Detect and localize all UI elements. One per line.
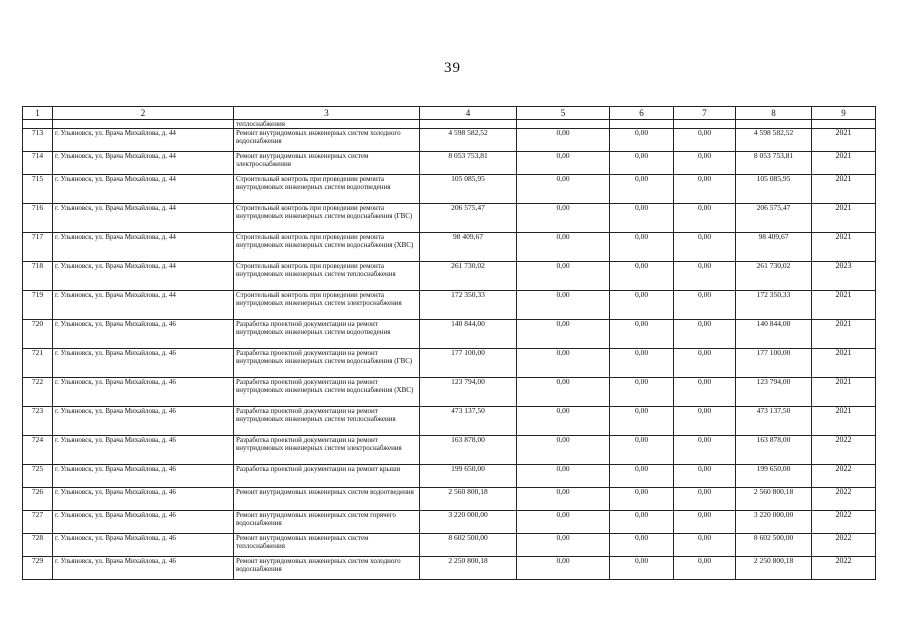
total-cost-cell: 123 794,00 [420, 378, 517, 407]
work-type-cell: Разработка проектной документации на ремонт внутридомовых инженерных систем водоснабжения (ГВС) [234, 349, 420, 378]
address-cell: г. Ульяновск, ул. Врача Михайлова, д. 46 [53, 349, 234, 378]
row-number: 728 [23, 534, 53, 557]
column-header: 7 [674, 107, 736, 120]
address-cell: г. Ульяновск, ул. Врача Михайлова, д. 46 [53, 320, 234, 349]
table-row [23, 233, 876, 262]
row-number: 723 [23, 407, 53, 436]
table-row [23, 488, 876, 511]
owner-funds-cell: 177 100,00 [736, 349, 812, 378]
table-row [23, 320, 876, 349]
total-cost-cell: 4 598 582,52 [420, 129, 517, 152]
budget-cell: 0,00 [610, 349, 674, 378]
other-cell: 0,00 [674, 407, 736, 436]
owner-funds-cell: 123 794,00 [736, 378, 812, 407]
budget-cell: 0,00 [610, 320, 674, 349]
table-row [23, 534, 876, 557]
year-cell: 2022 [812, 557, 876, 580]
total-cost-cell: 105 085,95 [420, 175, 517, 204]
fund-cell: 0,00 [517, 511, 610, 534]
owner-funds-cell: 2 250 800,18 [736, 557, 812, 580]
address-cell: г. Ульяновск, ул. Врача Михайлова, д. 44 [53, 262, 234, 291]
budget-cell: 0,00 [610, 175, 674, 204]
table-row [23, 465, 876, 488]
owner-funds-cell: 8 053 753,81 [736, 152, 812, 175]
fund-cell: 0,00 [517, 233, 610, 262]
work-type-cell: Разработка проектной документации на ремонт крыши [234, 465, 420, 488]
row-number: 714 [23, 152, 53, 175]
year-cell: 2021 [812, 233, 876, 262]
address-cell: г. Ульяновск, ул. Врача Михайлова, д. 46 [53, 407, 234, 436]
other-cell: 0,00 [674, 378, 736, 407]
work-type-cell: Ремонт внутридомовых инженерных систем холодного водоснабжения [234, 557, 420, 580]
other-cell: 0,00 [674, 488, 736, 511]
work-type-cell: Ремонт внутридомовых инженерных систем водоотведения [234, 488, 420, 511]
other-cell: 0,00 [674, 175, 736, 204]
address-cell: г. Ульяновск, ул. Врача Михайлова, д. 44 [53, 291, 234, 320]
work-type-cell: Строительный контроль при проведении ремонта внутридомовых инженерных систем водоснабжения (ГВС) [234, 204, 420, 233]
fund-cell: 0,00 [517, 534, 610, 557]
table-row [23, 204, 876, 233]
address-cell: г. Ульяновск, ул. Врача Михайлова, д. 46 [53, 436, 234, 465]
year-cell: 2021 [812, 291, 876, 320]
work-type-cell: Разработка проектной документации на ремонт внутридомовых инженерных систем электроснабжения [234, 436, 420, 465]
address-cell: г. Ульяновск, ул. Врача Михайлова, д. 46 [53, 534, 234, 557]
row-number: 729 [23, 557, 53, 580]
owner-funds-cell: 261 730,02 [736, 262, 812, 291]
total-cost-cell: 177 100,00 [420, 349, 517, 378]
budget-cell: 0,00 [610, 204, 674, 233]
year-cell: 2022 [812, 465, 876, 488]
other-cell: 0,00 [674, 557, 736, 580]
owner-funds-cell: 8 602 500,00 [736, 534, 812, 557]
year-cell: 2021 [812, 152, 876, 175]
owner-funds-cell: 105 085,95 [736, 175, 812, 204]
table-row [23, 152, 876, 175]
address-cell: г. Ульяновск, ул. Врача Михайлова, д. 46 [53, 465, 234, 488]
fund-cell: 0,00 [517, 152, 610, 175]
owner-funds-cell: 163 878,00 [736, 436, 812, 465]
year-cell: 2021 [812, 129, 876, 152]
other-cell: 0,00 [674, 436, 736, 465]
budget-cell: 0,00 [610, 262, 674, 291]
other-cell: 0,00 [674, 291, 736, 320]
work-type-cell: Ремонт внутридомовых инженерных систем горячего водоснабжения [234, 511, 420, 534]
year-cell: 2022 [812, 488, 876, 511]
budget-cell: 0,00 [610, 233, 674, 262]
other-cell: 0,00 [674, 129, 736, 152]
year-cell: 2021 [812, 204, 876, 233]
fund-cell: 0,00 [517, 129, 610, 152]
total-cost-cell: 172 350,33 [420, 291, 517, 320]
other-cell: 0,00 [674, 233, 736, 262]
row-number: 722 [23, 378, 53, 407]
owner-funds-cell: 206 575,47 [736, 204, 812, 233]
owner-funds-cell: 98 409,67 [736, 233, 812, 262]
column-header: 1 [23, 107, 53, 120]
total-cost-cell: 199 650,00 [420, 465, 517, 488]
address-cell: г. Ульяновск, ул. Врача Михайлова, д. 46 [53, 488, 234, 511]
other-cell: 0,00 [674, 511, 736, 534]
total-cost-cell: 206 575,47 [420, 204, 517, 233]
other-cell: 0,00 [674, 152, 736, 175]
row-number: 718 [23, 262, 53, 291]
budget-cell: 0,00 [610, 152, 674, 175]
table-row [23, 436, 876, 465]
table-row [23, 291, 876, 320]
row-number: 715 [23, 175, 53, 204]
fund-cell: 0,00 [517, 407, 610, 436]
total-cost-cell: 98 409,67 [420, 233, 517, 262]
year-cell: 2021 [812, 349, 876, 378]
other-cell: 0,00 [674, 320, 736, 349]
address-cell: г. Ульяновск, ул. Врача Михайлова, д. 44 [53, 204, 234, 233]
owner-funds-cell: 2 560 800,18 [736, 488, 812, 511]
budget-cell: 0,00 [610, 407, 674, 436]
table-row [23, 349, 876, 378]
budget-cell: 0,00 [610, 534, 674, 557]
continuation-row [23, 120, 876, 129]
table-row [23, 511, 876, 534]
budget-cell: 0,00 [610, 378, 674, 407]
total-cost-cell: 8 053 753,81 [420, 152, 517, 175]
row-number: 726 [23, 488, 53, 511]
table-row [23, 407, 876, 436]
work-type-cell: Ремонт внутридомовых инженерных систем электроснабжения [234, 152, 420, 175]
owner-funds-cell: 473 137,50 [736, 407, 812, 436]
owner-funds-cell: 140 844,00 [736, 320, 812, 349]
budget-cell: 0,00 [610, 488, 674, 511]
row-number: 724 [23, 436, 53, 465]
address-cell: г. Ульяновск, ул. Врача Михайлова, д. 46 [53, 511, 234, 534]
address-cell: г. Ульяновск, ул. Врача Михайлова, д. 46 [53, 378, 234, 407]
column-header: 2 [53, 107, 234, 120]
work-type-cell: Строительный контроль при проведении ремонта внутридомовых инженерных систем электроснабжения [234, 291, 420, 320]
address-cell: г. Ульяновск, ул. Врача Михайлова, д. 44 [53, 175, 234, 204]
work-type-cell: Разработка проектной документации на ремонт внутридомовых инженерных систем водоснабжения (ХВС) [234, 378, 420, 407]
other-cell: 0,00 [674, 534, 736, 557]
fund-cell: 0,00 [517, 488, 610, 511]
other-cell: 0,00 [674, 262, 736, 291]
fund-cell: 0,00 [517, 204, 610, 233]
fund-cell: 0,00 [517, 436, 610, 465]
table-row [23, 262, 876, 291]
work-type-cell: Ремонт внутридомовых инженерных систем теплоснабжения [234, 534, 420, 557]
address-cell: г. Ульяновск, ул. Врача Михайлова, д. 44 [53, 152, 234, 175]
total-cost-cell: 261 730,02 [420, 262, 517, 291]
budget-cell: 0,00 [610, 436, 674, 465]
total-cost-cell: 2 250 800,18 [420, 557, 517, 580]
budget-cell: 0,00 [610, 465, 674, 488]
fund-cell: 0,00 [517, 378, 610, 407]
total-cost-cell: 8 602 500,00 [420, 534, 517, 557]
column-header: 5 [517, 107, 610, 120]
row-number: 717 [23, 233, 53, 262]
work-type-cell: Разработка проектной документации на ремонт внутридомовых инженерных систем водоотведения [234, 320, 420, 349]
fund-cell: 0,00 [517, 291, 610, 320]
year-cell: 2022 [812, 511, 876, 534]
work-type-cell: Строительный контроль при проведении ремонта внутридомовых инженерных систем теплоснабжения [234, 262, 420, 291]
table-row [23, 129, 876, 152]
fund-cell: 0,00 [517, 320, 610, 349]
total-cost-cell: 140 844,00 [420, 320, 517, 349]
row-number: 727 [23, 511, 53, 534]
column-number-header [23, 107, 876, 120]
work-type-cell: Строительный контроль при проведении ремонта внутридомовых инженерных систем водоснабжения (ХВС) [234, 233, 420, 262]
total-cost-cell: 3 220 000,00 [420, 511, 517, 534]
fund-cell: 0,00 [517, 465, 610, 488]
owner-funds-cell: 3 220 000,00 [736, 511, 812, 534]
capital-repair-table [22, 106, 876, 580]
year-cell: 2021 [812, 175, 876, 204]
owner-funds-cell: 4 598 582,52 [736, 129, 812, 152]
budget-cell: 0,00 [610, 557, 674, 580]
work-type-cell: Ремонт внутридомовых инженерных систем холодного водоснабжения [234, 129, 420, 152]
row-number: 725 [23, 465, 53, 488]
fund-cell: 0,00 [517, 557, 610, 580]
address-cell: г. Ульяновск, ул. Врача Михайлова, д. 46 [53, 557, 234, 580]
year-cell: 2021 [812, 378, 876, 407]
address-cell: г. Ульяновск, ул. Врача Михайлова, д. 44 [53, 129, 234, 152]
page-number: 39 [444, 60, 461, 76]
row-number: 716 [23, 204, 53, 233]
year-cell: 2022 [812, 534, 876, 557]
budget-cell: 0,00 [610, 291, 674, 320]
year-cell: 2022 [812, 436, 876, 465]
total-cost-cell: 163 878,00 [420, 436, 517, 465]
row-number: 713 [23, 129, 53, 152]
year-cell: 2021 [812, 407, 876, 436]
row-number: 721 [23, 349, 53, 378]
year-cell: 2021 [812, 320, 876, 349]
row-number: 720 [23, 320, 53, 349]
budget-cell: 0,00 [610, 129, 674, 152]
column-header: 8 [736, 107, 812, 120]
total-cost-cell: 2 560 800,18 [420, 488, 517, 511]
fund-cell: 0,00 [517, 175, 610, 204]
budget-cell: 0,00 [610, 511, 674, 534]
column-header: 9 [812, 107, 876, 120]
other-cell: 0,00 [674, 204, 736, 233]
column-header: 4 [420, 107, 517, 120]
year-cell: 2023 [812, 262, 876, 291]
table-row [23, 557, 876, 580]
address-cell: г. Ульяновск, ул. Врача Михайлова, д. 44 [53, 233, 234, 262]
other-cell: 0,00 [674, 349, 736, 378]
continuation-text: теплоснабжения [234, 120, 420, 129]
row-number: 719 [23, 291, 53, 320]
work-type-cell: Строительный контроль при проведении ремонта внутридомовых инженерных систем водоотведения [234, 175, 420, 204]
column-header: 3 [234, 107, 420, 120]
fund-cell: 0,00 [517, 349, 610, 378]
table-row [23, 378, 876, 407]
owner-funds-cell: 199 650,00 [736, 465, 812, 488]
table-row [23, 175, 876, 204]
other-cell: 0,00 [674, 465, 736, 488]
fund-cell: 0,00 [517, 262, 610, 291]
owner-funds-cell: 172 350,33 [736, 291, 812, 320]
total-cost-cell: 473 137,50 [420, 407, 517, 436]
column-header: 6 [610, 107, 674, 120]
work-type-cell: Разработка проектной документации на ремонт внутридомовых инженерных систем теплоснабжения [234, 407, 420, 436]
